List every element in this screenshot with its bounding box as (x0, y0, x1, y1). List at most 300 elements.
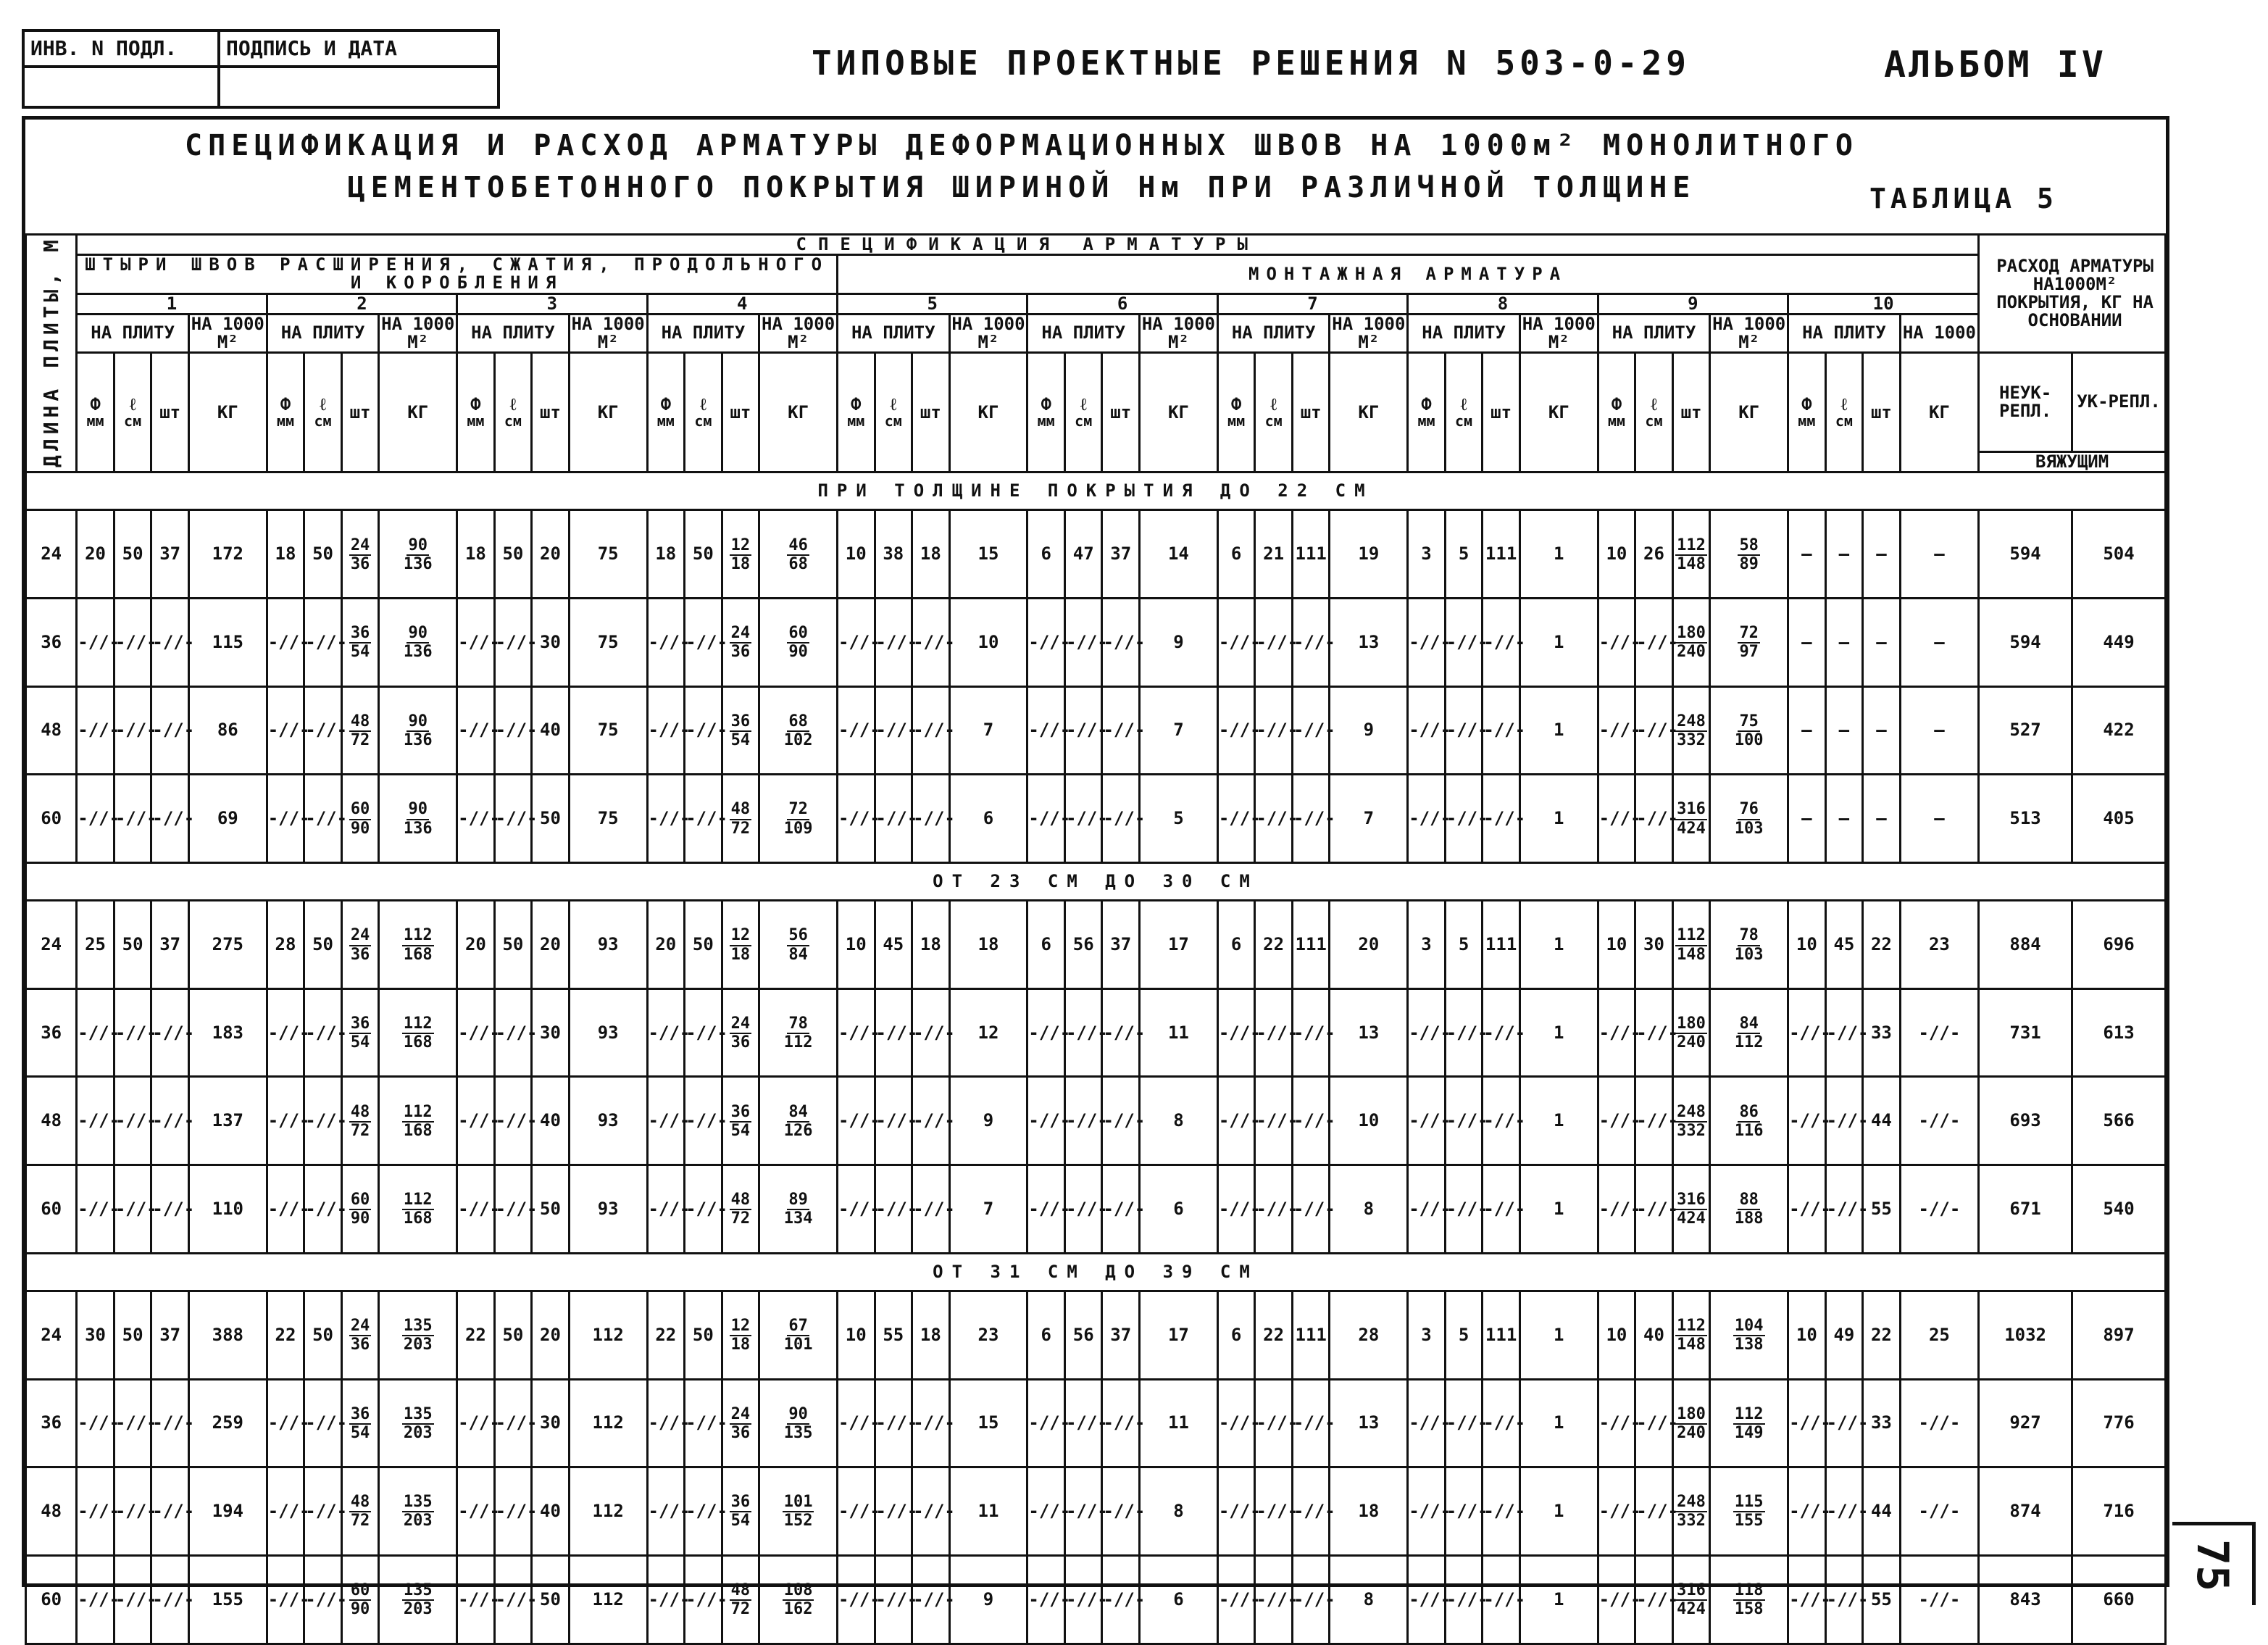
table-cell: 93 (569, 988, 647, 1077)
table-cell-fraction (1672, 1165, 1710, 1254)
table-cell: — (1863, 510, 1901, 599)
fraction-numerator: 48 (349, 713, 372, 732)
table-cell: -//- (267, 686, 304, 775)
fraction-value (1675, 1406, 1707, 1442)
table-cell: -//- (875, 1077, 912, 1165)
table-row (26, 1555, 2166, 1644)
table-cell: 5 (1445, 901, 1483, 989)
table-cell: 50 (114, 901, 151, 989)
table-cell-fraction (1710, 1165, 1788, 1254)
slab-length: 24 (26, 901, 77, 989)
table-cell-fraction (379, 599, 457, 687)
table-cell: 23 (1900, 901, 1978, 989)
table-cell: 111 (1292, 1291, 1330, 1379)
table-cell: 112 (569, 1379, 647, 1467)
table-cell: 112 (569, 1291, 647, 1379)
fraction-value (349, 1406, 372, 1442)
table-cell-fraction (379, 775, 457, 863)
table-cell: 115 (188, 599, 267, 687)
table-cell: -//- (1900, 1379, 1978, 1467)
table-cell: 111 (1483, 510, 1520, 599)
table-cell: 6 (949, 775, 1027, 863)
fraction-denominator: 54 (350, 1423, 370, 1442)
table-cell: 30 (1635, 901, 1673, 989)
fraction-numerator: 112 (402, 1015, 434, 1034)
table-cell: -//- (1102, 686, 1140, 775)
fraction-value (784, 1191, 813, 1228)
table-cell-fraction (1672, 1077, 1710, 1165)
unit-mm: мм (847, 412, 865, 430)
header-pos-number: 7 (1217, 293, 1407, 314)
fraction-value (1735, 801, 1764, 837)
fraction-value (349, 713, 372, 749)
table-cell-fraction (1710, 901, 1788, 989)
header-per-slab: НА ПЛИТУ (77, 314, 189, 352)
fraction-value (404, 713, 433, 749)
fraction-denominator: 240 (1677, 1033, 1706, 1052)
fraction-denominator: 90 (788, 643, 808, 662)
fraction-value (1733, 1317, 1765, 1354)
table-row (26, 1077, 2166, 1165)
table-row (26, 1467, 2166, 1556)
table-cell: -//- (837, 686, 875, 775)
table-cell: 566 (2072, 1077, 2166, 1165)
table-cell: -//- (304, 775, 342, 863)
table-cell: 33 (1863, 988, 1901, 1077)
table-cell: 50 (114, 1291, 151, 1379)
table-cell: 13 (1330, 988, 1408, 1077)
table-cell: -//- (457, 775, 495, 863)
fraction-denominator: 54 (350, 643, 370, 662)
table-cell: 17 (1140, 901, 1218, 989)
table-cell: 69 (188, 775, 267, 863)
table-cell: 7 (949, 1165, 1027, 1254)
fraction-numerator: 60 (349, 1582, 372, 1601)
table-cell: 15 (949, 510, 1027, 599)
header-per-slab: НА ПЛИТУ (267, 314, 379, 352)
table-cell: -//- (114, 1467, 151, 1556)
table-cell: — (1900, 775, 1978, 863)
table-cell-fraction (1672, 1467, 1710, 1556)
header-diameter (837, 353, 875, 472)
table-cell: -//- (875, 1379, 912, 1467)
table-cell: -//- (1483, 1077, 1520, 1165)
header-per-slab: НА ПЛИТУ (1598, 314, 1710, 352)
fraction-denominator: 148 (1677, 945, 1706, 964)
table-cell: 897 (2072, 1291, 2166, 1379)
unit-mm: мм (276, 412, 295, 430)
header-length-cm (494, 353, 532, 472)
table-cell: -//- (685, 1077, 722, 1165)
header-spec: СПЕЦИФИКАЦИЯ АРМАТУРЫ (77, 235, 1979, 255)
table-cell: -//- (1483, 686, 1520, 775)
header-dowels-group: ШТЫРИ ШВОВ РАСШИРЕНИЯ, СЖАТИЯ, ПРОДОЛЬНОГО И КОРОБЛЕНИЯ (77, 255, 838, 293)
table-cell: -//- (1408, 599, 1446, 687)
table-cell: 259 (188, 1379, 267, 1467)
table-cell: -//- (1598, 1467, 1635, 1556)
header-per-1000: НА 1000 М² (1519, 314, 1598, 352)
table-row (26, 1165, 2166, 1254)
fraction-value (349, 1494, 372, 1530)
table-cell: -//- (151, 686, 189, 775)
table-cell: -//- (267, 1555, 304, 1644)
header-length-cm (685, 353, 722, 472)
fraction-value (1675, 1582, 1707, 1618)
symbol-ell: ℓ (890, 394, 897, 415)
table-cell: -//- (1217, 988, 1255, 1077)
table-cell: -//- (1217, 775, 1255, 863)
table-cell: 22 (1863, 1291, 1901, 1379)
table-row (26, 1291, 2166, 1379)
table-cell: -//- (1217, 686, 1255, 775)
fraction-denominator: 18 (730, 945, 751, 964)
header-per-slab: НА ПЛИТУ (457, 314, 570, 352)
table-cell: -//- (114, 1555, 151, 1644)
header-pos-number: 4 (647, 293, 837, 314)
unit-cm: см (314, 412, 332, 430)
fraction-value (404, 625, 433, 661)
table-cell: -//- (494, 775, 532, 863)
fraction-value (1735, 1104, 1764, 1140)
table-cell: -//- (494, 1077, 532, 1165)
fraction-value (349, 1015, 372, 1051)
header-kg: КГ (188, 353, 267, 472)
header-pos-number: 1 (77, 293, 267, 314)
table-cell: -//- (1445, 686, 1483, 775)
fraction-numerator: 104 (1733, 1317, 1765, 1336)
fraction-numerator: 180 (1675, 1406, 1707, 1425)
header-binder: ВЯЖУЩИМ (1979, 452, 2166, 472)
table-cell: 194 (188, 1467, 267, 1556)
table-cell: -//- (1635, 988, 1673, 1077)
table-cell: 6 (1027, 901, 1065, 989)
table-number: ТАБЛИЦА 5 (1869, 183, 2058, 215)
stamp-inv-value (25, 68, 220, 109)
table-cell: -//- (1217, 1165, 1255, 1254)
table-cell: -//- (267, 599, 304, 687)
fraction-value (402, 1191, 434, 1228)
table-cell: 693 (1979, 1077, 2072, 1165)
fraction-denominator: 240 (1677, 1423, 1706, 1442)
table-cell: 93 (569, 901, 647, 989)
fraction-numerator: 316 (1675, 1582, 1707, 1601)
table-cell: -//- (114, 988, 151, 1077)
table-cell: -//- (1027, 1467, 1065, 1556)
table-cell: -//- (1102, 775, 1140, 863)
table-cell-fraction (1672, 686, 1710, 775)
fraction-numerator: 72 (787, 801, 809, 820)
table-cell: 50 (304, 510, 342, 599)
fraction-numerator: 86 (1738, 1104, 1760, 1123)
table-cell: -//- (114, 1165, 151, 1254)
table-cell: -//- (494, 599, 532, 687)
symbol-phi: Ф (1230, 394, 1242, 415)
table-cell: -//- (1064, 775, 1102, 863)
table-cell: 75 (569, 599, 647, 687)
table-cell: -//- (114, 1077, 151, 1165)
fraction-denominator: 84 (788, 945, 808, 964)
table-cell: -//- (1445, 1077, 1483, 1165)
table-cell: -//- (837, 1077, 875, 1165)
table-cell: 1 (1519, 1467, 1598, 1556)
header-per-1000: НА 1000 М² (949, 314, 1027, 352)
table-cell: -//- (875, 988, 912, 1077)
table-cell: 111 (1483, 901, 1520, 989)
table-row (26, 510, 2166, 599)
table-cell: 3 (1408, 901, 1446, 989)
fraction-value (783, 1494, 814, 1530)
table-cell: 55 (875, 1291, 912, 1379)
symbol-ell: ℓ (1270, 394, 1277, 415)
table-cell: 8 (1140, 1077, 1218, 1165)
table-cell: -//- (151, 1165, 189, 1254)
table-cell: -//- (647, 988, 685, 1077)
table-cell: 10 (1598, 1291, 1635, 1379)
table-cell: -//- (912, 1467, 950, 1556)
fraction-denominator: 168 (403, 1033, 433, 1052)
slab-length: 60 (26, 1165, 77, 1254)
table-cell: 1 (1519, 775, 1598, 863)
table-cell: 50 (304, 1291, 342, 1379)
header-length-cm (114, 353, 151, 472)
table-cell: -//- (1788, 988, 1826, 1077)
table-cell: -//- (1635, 1555, 1673, 1644)
table-cell: 22 (1255, 1291, 1293, 1379)
symbol-phi: Ф (1421, 394, 1432, 415)
fraction-numerator: 24 (730, 625, 752, 644)
unit-mm: мм (656, 412, 675, 430)
table-cell: -//- (875, 599, 912, 687)
table-cell: -//- (114, 599, 151, 687)
unit-cm: см (884, 412, 902, 430)
fraction-value (1733, 1494, 1765, 1530)
slab-length: 24 (26, 1291, 77, 1379)
fraction-value (730, 1191, 752, 1228)
table-cell: 3 (1408, 510, 1446, 599)
header-pieces: шт (151, 353, 189, 472)
table-cell: -//- (267, 1467, 304, 1556)
table-cell: 540 (2072, 1165, 2166, 1254)
fraction-numerator: 118 (1733, 1582, 1765, 1601)
table-cell: 75 (569, 686, 647, 775)
table-cell: 9 (1140, 599, 1218, 687)
table-row (26, 988, 2166, 1077)
table-cell: 874 (1979, 1467, 2072, 1556)
table-cell: -//- (647, 775, 685, 863)
fraction-value (349, 1104, 372, 1140)
table-cell: 50 (532, 1165, 570, 1254)
table-cell-fraction (341, 988, 379, 1077)
table-cell: -//- (1292, 1467, 1330, 1556)
fraction-denominator: 101 (783, 1336, 813, 1354)
table-cell: 111 (1292, 510, 1330, 599)
fraction-denominator: 136 (403, 731, 433, 749)
table-cell-fraction (379, 1379, 457, 1467)
fraction-denominator: 168 (403, 1209, 433, 1228)
fraction-numerator: 12 (730, 927, 752, 946)
table-cell-fraction (1672, 988, 1710, 1077)
table-cell: -//- (1064, 686, 1102, 775)
table-cell: -//- (77, 1379, 114, 1467)
table-cell: -//- (1445, 775, 1483, 863)
table-cell: -//- (1445, 1165, 1483, 1254)
table-cell-fraction (1710, 1379, 1788, 1467)
table-cell: 10 (949, 599, 1027, 687)
symbol-ell: ℓ (320, 394, 327, 415)
table-cell: 20 (532, 901, 570, 989)
fraction-numerator: 78 (1738, 927, 1760, 946)
table-cell: 20 (457, 901, 495, 989)
header-length-cm (1445, 353, 1483, 472)
symbol-ell: ℓ (509, 394, 517, 415)
fraction-numerator: 135 (402, 1582, 434, 1601)
fraction-numerator: 89 (787, 1191, 809, 1210)
fraction-numerator: 112 (402, 1104, 434, 1123)
table-cell-fraction (759, 1555, 838, 1644)
table-cell: -//- (1788, 1467, 1826, 1556)
table-cell: 37 (1102, 1291, 1140, 1379)
table-cell: -//- (1255, 1165, 1293, 1254)
fraction-denominator: 72 (350, 731, 370, 749)
header-per-1000: НА 1000 М² (759, 314, 838, 352)
table-cell: 30 (532, 1379, 570, 1467)
table-cell: 1 (1519, 1555, 1598, 1644)
fraction-numerator: 48 (349, 1104, 372, 1123)
fraction-numerator: 88 (1738, 1191, 1760, 1210)
slab-length: 48 (26, 1077, 77, 1165)
table-cell: 3 (1408, 1291, 1446, 1379)
fraction-denominator: 148 (1677, 554, 1706, 573)
table-cell: -//- (1027, 1077, 1065, 1165)
fraction-denominator: 168 (403, 945, 433, 964)
fraction-value (730, 1582, 752, 1618)
fraction-denominator: 72 (350, 1121, 370, 1140)
fraction-denominator: 134 (783, 1209, 813, 1228)
fraction-numerator: 60 (349, 801, 372, 820)
table-cell: 37 (1102, 510, 1140, 599)
table-cell: -//- (1598, 988, 1635, 1077)
header-pieces: шт (532, 353, 570, 472)
table-cell: 1 (1519, 510, 1598, 599)
table-cell: -//- (151, 775, 189, 863)
table-cell: -//- (837, 775, 875, 863)
table-cell: -//- (1483, 775, 1520, 863)
fraction-value (784, 801, 813, 837)
table-cell: 28 (1330, 1291, 1408, 1379)
table-cell: -//- (151, 1077, 189, 1165)
table-cell: -//- (1445, 1379, 1483, 1467)
table-cell: 56 (1064, 901, 1102, 989)
table-cell: 25 (77, 901, 114, 989)
header-unreinforced: НЕУК-РЕПЛ. (1979, 353, 2072, 452)
header-diameter (77, 353, 114, 472)
table-cell: -//- (457, 1165, 495, 1254)
fraction-numerator: 112 (402, 1191, 434, 1210)
table-cell: -//- (494, 1555, 532, 1644)
table-cell: 927 (1979, 1379, 2072, 1467)
table-cell: -//- (837, 1379, 875, 1467)
table-cell: -//- (1635, 599, 1673, 687)
table-cell: -//- (1064, 599, 1102, 687)
fraction-numerator: 67 (787, 1317, 809, 1336)
table-cell: 10 (1788, 1291, 1826, 1379)
table-cell: -//- (1217, 1555, 1255, 1644)
table-cell: -//- (1635, 686, 1673, 775)
table-cell-fraction (341, 901, 379, 989)
fraction-denominator: 72 (730, 1600, 751, 1619)
table-cell: -//- (1292, 988, 1330, 1077)
table-cell: -//- (685, 775, 722, 863)
table-cell: 30 (77, 1291, 114, 1379)
header-pieces: шт (1102, 353, 1140, 472)
table-cell-fraction (759, 1077, 838, 1165)
unit-cm: см (504, 412, 522, 430)
symbol-ell: ℓ (1080, 394, 1087, 415)
table-cell: 50 (494, 510, 532, 599)
table-cell: 6 (1140, 1165, 1218, 1254)
table-cell: — (1788, 510, 1826, 599)
table-cell: -//- (1635, 1165, 1673, 1254)
table-cell: — (1863, 686, 1901, 775)
fraction-value (349, 801, 372, 837)
fraction-value (1738, 537, 1760, 573)
table-cell: -//- (1825, 1165, 1863, 1254)
table-cell: -//- (1064, 1555, 1102, 1644)
table-cell: -//- (685, 599, 722, 687)
fraction-denominator: 72 (730, 819, 751, 838)
table-cell: -//- (685, 1467, 722, 1556)
table-cell: -//- (1598, 686, 1635, 775)
fraction-numerator: 24 (349, 1317, 372, 1336)
album-label: АЛЬБОМ IV (1884, 43, 2106, 86)
table-cell-fraction (341, 1379, 379, 1467)
fraction-numerator: 46 (787, 537, 809, 556)
table-cell: 23 (949, 1291, 1027, 1379)
fraction-value (404, 801, 433, 837)
table-cell: -//- (267, 775, 304, 863)
slab-length: 60 (26, 775, 77, 863)
fraction-numerator: 75 (1738, 713, 1760, 732)
table-cell: 1 (1519, 1291, 1598, 1379)
table-cell-fraction (759, 599, 838, 687)
table-cell: -//- (1635, 1467, 1673, 1556)
table-cell: 422 (2072, 686, 2166, 775)
table-cell: -//- (647, 1555, 685, 1644)
table-cell: 20 (532, 1291, 570, 1379)
fraction-numerator: 135 (402, 1494, 434, 1512)
header-diameter (647, 353, 685, 472)
fraction-value (1733, 1406, 1765, 1442)
table-cell: 26 (1635, 510, 1673, 599)
fraction-value (1675, 1317, 1707, 1354)
table-cell: -//- (1408, 1555, 1446, 1644)
table-cell: -//- (912, 1379, 950, 1467)
table-cell: -//- (1598, 1379, 1635, 1467)
table-cell: 50 (304, 901, 342, 989)
table-cell: 28 (267, 901, 304, 989)
table-cell-fraction (379, 901, 457, 989)
table-cell-fraction (759, 988, 838, 1077)
header-per-1000: НА 1000 М² (188, 314, 267, 352)
table-cell: -//- (685, 1165, 722, 1254)
fraction-denominator: 424 (1677, 1600, 1706, 1619)
table-cell: -//- (1255, 1555, 1293, 1644)
table-cell: 527 (1979, 686, 2072, 775)
table-cell: -//- (912, 775, 950, 863)
table-cell-fraction (759, 1467, 838, 1556)
table-cell: 18 (912, 1291, 950, 1379)
table-cell-fraction (1710, 510, 1788, 599)
